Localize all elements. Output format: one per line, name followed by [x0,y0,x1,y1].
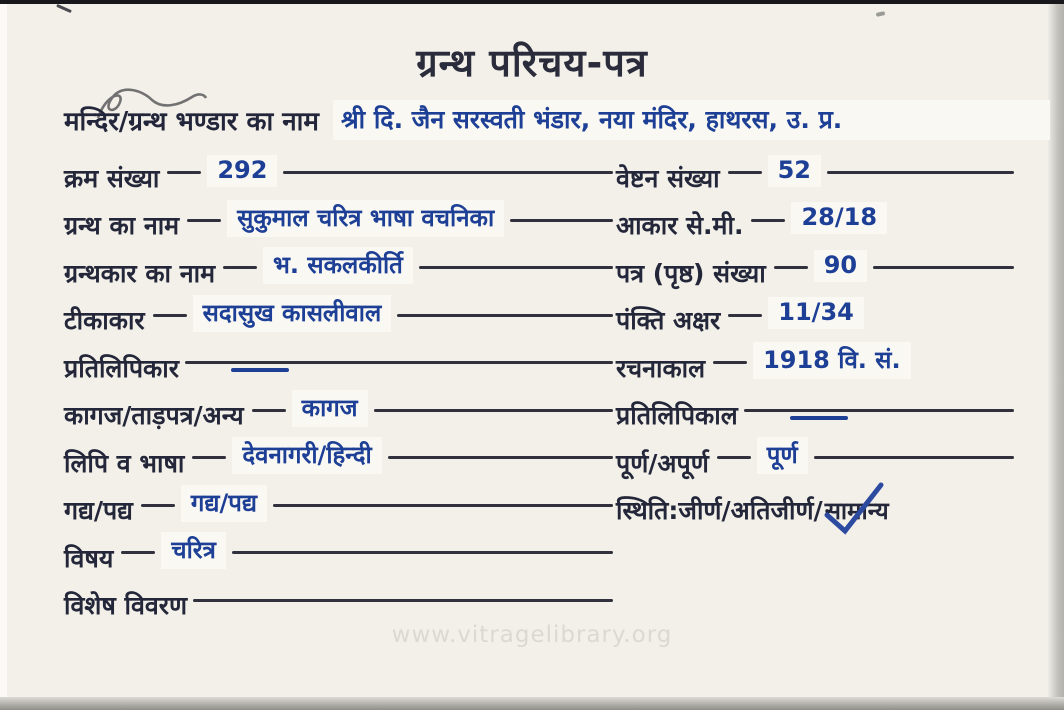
field-rule-line [273,504,613,507]
scan-speck [876,11,886,17]
field-value: भ. सकलकीर्ति [263,247,413,284]
field-label: पत्र (पृष्ठ) संख्या [616,258,766,288]
field-line-segment [141,504,175,507]
scan-edge-bottom [0,697,1064,710]
field-rule-line [185,361,613,364]
field-value: 90 [814,250,867,282]
field-line-segment [728,314,762,317]
field-value: गद्य/पद्य [181,485,267,522]
field-row [64,534,613,582]
field-line-segment [751,219,785,222]
field-row [64,344,613,392]
field-value: 52 [768,155,821,187]
field-label: आकार से.मी. [616,211,744,241]
field-value: 1918 वि. सं. [753,342,911,379]
blank-value-dash [790,416,848,420]
field-label: कागज/ताड़पत्र/अन्य [64,401,244,431]
field-label: लिपि व भाषा [64,448,185,478]
field-line-segment [153,314,187,317]
field-rule-line [510,219,613,222]
field-label: प्रतिलिपिकार [64,353,179,383]
field-row [64,297,613,345]
field-label: विशेष विवरण [64,591,188,621]
field-rule-line [374,409,613,412]
field-rule-line [873,266,1014,269]
field-value: देवनागरी/हिन्दी [232,437,381,474]
field-value: चरित्र [161,532,226,569]
field-line-segment [192,456,226,459]
field-row [616,249,1014,297]
field-line-segment [728,171,762,174]
field-value: पूर्ण [757,437,808,474]
field-row [64,439,613,487]
field-row [616,297,1014,345]
checkmark-icon [817,481,889,539]
checked-option: सामान्य [823,493,891,528]
field-line-segment [252,409,286,412]
field-rule-line [744,409,1014,412]
repository-name-label: मन्दिर/ग्रन्थ भण्डार का नाम [64,107,319,137]
field-row [616,154,1014,202]
field-row [616,392,1014,440]
field-rule-line [232,551,613,554]
field-rule-line [827,171,1014,174]
right-column [616,154,1014,534]
scan-corner-mark [56,4,72,13]
field-label: स्थिति:जीर्ण/अतिजीर्ण/ [616,496,823,526]
field-row [616,202,1014,250]
field-row [64,249,613,297]
scan-edge-right [1048,4,1064,710]
field-value: कागज [292,390,368,427]
field-rule-line [397,314,613,317]
field-rule-line [193,599,613,602]
field-label: विषय [64,543,114,573]
field-row [616,487,1014,535]
field-label: पंक्ति अक्षर [616,306,721,336]
field-line-segment [121,551,155,554]
field-label: प्रतिलिपिकाल [616,401,738,431]
field-line-segment [717,456,751,459]
field-row [616,439,1014,487]
repository-name-row [64,100,1050,140]
field-row [64,202,613,250]
field-label: ग्रन्थ का नाम [64,211,180,241]
scan-edge-top [0,0,1064,4]
watermark: www.vitragelibrary.org [391,622,673,648]
field-row [64,487,613,535]
repository-name-value: श्री दि. जैन सरस्वती भंडार, नया मंदिर, हाथरस, उ. प्र. [333,100,1050,140]
field-value: 292 [207,155,277,187]
field-label: ग्रन्थकार का नाम [64,258,216,288]
field-rule-line [283,171,613,174]
field-rule-line [814,456,1014,459]
field-line-segment [774,266,808,269]
field-line-segment [167,171,201,174]
field-label: गद्य/पद्य [64,496,133,526]
field-line-segment [187,219,221,222]
field-label: पूर्ण/अपूर्ण [616,448,709,478]
field-value: सदासुख कासलीवाल [193,295,392,332]
field-rule-line [419,266,613,269]
field-row [64,392,613,440]
field-label: वेष्टन संख्या [616,163,720,193]
field-label: क्रम संख्या [64,163,160,193]
field-rule-line [388,456,613,459]
field-label: रचनाकाल [616,353,706,383]
field-line-segment [223,266,257,269]
card-title: ग्रन्थ परिचय-पत्र [416,41,648,85]
field-value: 11/34 [768,297,864,329]
scan-edge-left [0,4,7,710]
field-value: 28/18 [791,202,887,234]
field-row [616,344,1014,392]
left-column [64,154,613,629]
field-value: सुकुमाल चरित्र भाषा वचनिका [227,200,504,237]
field-line-segment [713,361,747,364]
blank-value-dash [231,368,289,372]
field-row [64,154,613,202]
field-label: टीकाकार [64,306,145,336]
